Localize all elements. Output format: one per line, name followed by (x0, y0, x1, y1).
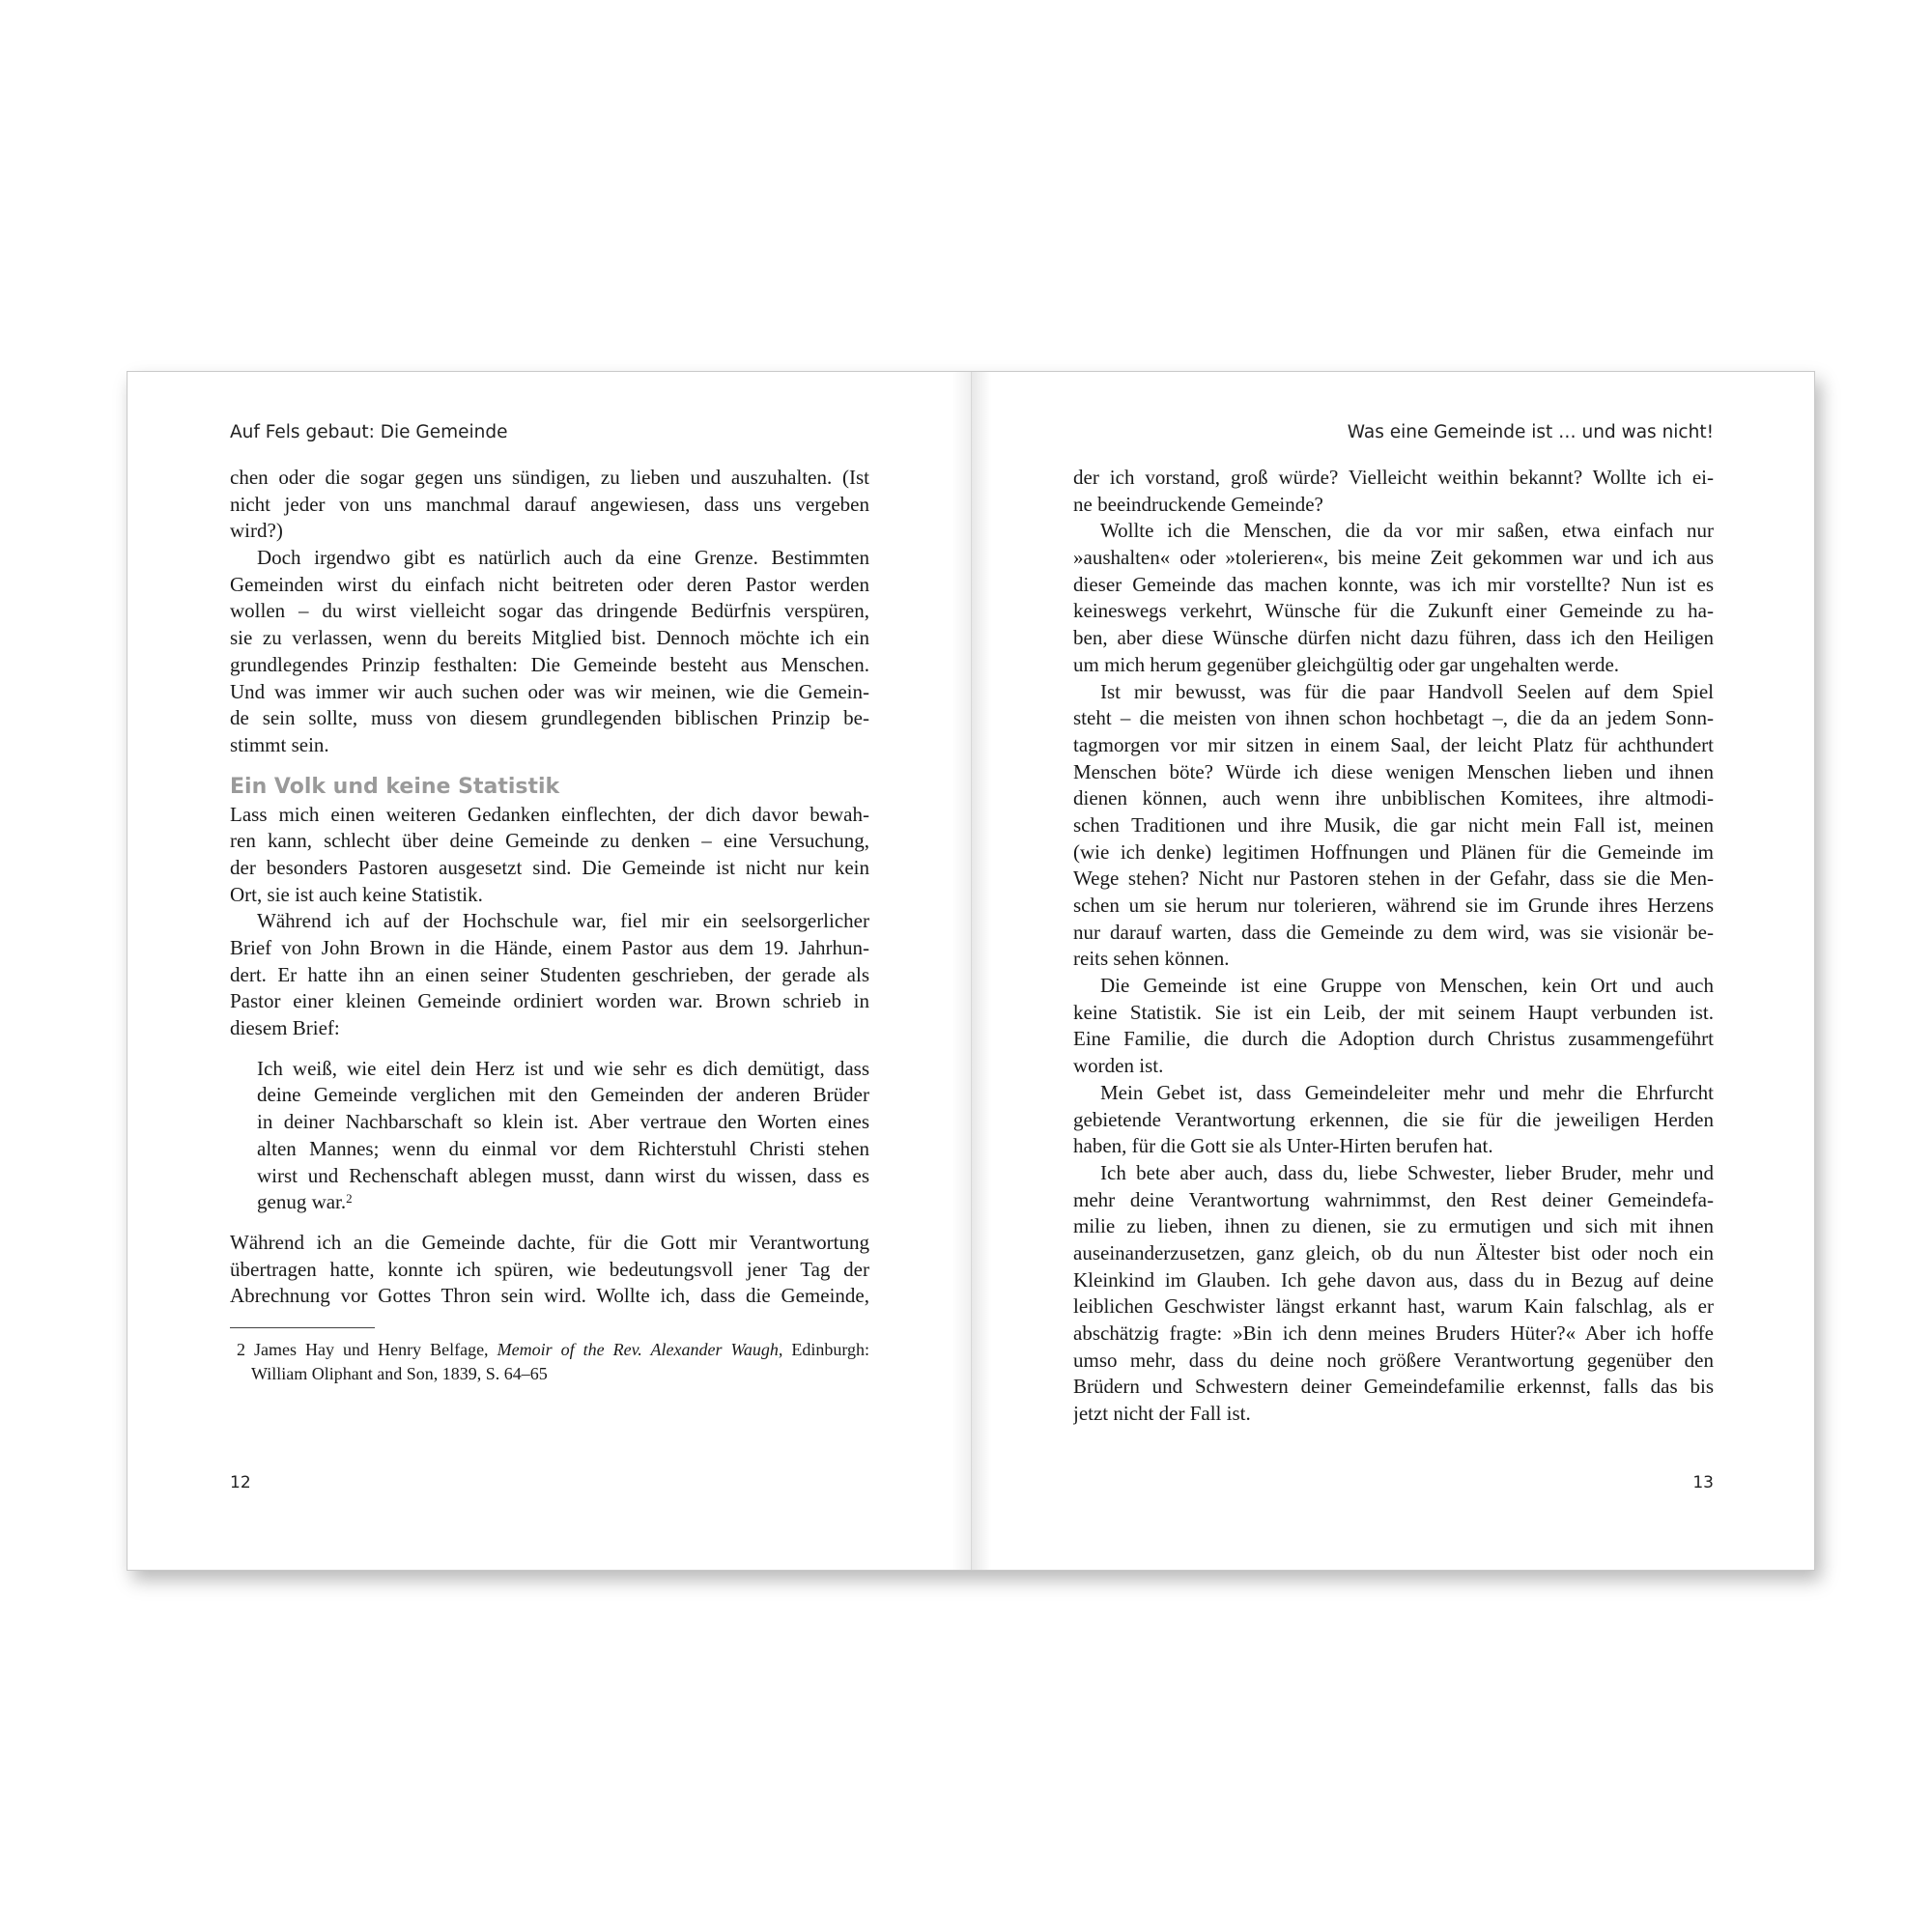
page-number: 13 (1692, 1473, 1714, 1492)
text-line: auseinanderzusetzen, ganz gleich, ob du nun Ältester bist oder noch ein (1073, 1240, 1714, 1264)
text-line: keineswegs verkehrt, Wünsche für die Zukunft einer Gemeinde zu ha- (1073, 599, 1714, 623)
section-heading: Ein Volk und keine Statistik (230, 774, 560, 799)
text-line: Während ich an die Gemeinde dachte, für die Gott mir Verantwortung (230, 1230, 869, 1254)
text-line: Während ich auf der Hochschule war, fiel mir ein seelsorgerlicher (257, 909, 869, 933)
text-line: Ort, sie ist auch keine Statistik. (230, 882, 483, 906)
footnote-title: Memoir of the Rev. Alexander Waugh, (497, 1339, 783, 1359)
text-line: Wege stehen? Nicht nur Pastoren stehen in der Gefahr, dass sie die Men- (1073, 867, 1714, 891)
page-number: 12 (230, 1473, 251, 1492)
text-line: de sein sollte, muss von diesem grundlegenden biblischen Prinzip be- (230, 706, 869, 730)
text-line: diesem Brief: (230, 1016, 340, 1040)
text-line: Ich bete aber auch, dass du, liebe Schwester, lieber Bruder, mehr und (1100, 1160, 1714, 1184)
text-line: steht – die meisten von ihnen schon hochbetagt –, die da an jedem Sonn- (1073, 706, 1714, 730)
quote-line: wirst und Rechenschaft ablegen musst, dann wirst du wissen, dass es (257, 1163, 869, 1187)
text-line: gebietende Verantwortung erkennen, die sie für die jeweiligen Herden (1073, 1107, 1714, 1131)
text-line: Eine Familie, die durch die Adoption durch Christus zusammengeführt (1073, 1027, 1714, 1051)
quote-line: alten Mannes; wenn du einmal vor dem Richterstuhl Christi stehen (257, 1136, 869, 1160)
quote-line (230, 1189, 869, 1216)
text-line: Die Gemeinde ist eine Gruppe von Menschen, kein Ort und auch (1100, 974, 1714, 998)
quote-line: Ich weiß, wie eitel dein Herz ist und wie sehr es dich demütigt, dass (257, 1056, 869, 1080)
text-line: Brief von John Brown in die Hände, einem Pastor aus dem 19. Jahrhun- (230, 936, 869, 959)
book-spread (127, 371, 1815, 1571)
text-line: Menschen böte? Würde ich diese wenigen Menschen lieben und ihnen (1073, 759, 1714, 783)
text-line: Brüdern und Schwestern deiner Gemeindefamilie erkennst, falls das bis (1073, 1375, 1714, 1399)
text-line: Lass mich einen weiteren Gedanken einflechten, der dich davor bewah- (230, 802, 869, 826)
footnote-authors: James Hay und Henry Belfage, (254, 1339, 489, 1359)
text-line: leiblichen Geschwister längst erkannt hast, warum Kain falschlag, als er (1073, 1294, 1714, 1319)
text-line: »aushalten« oder »tolerieren«, bis meine Zeit gekommen war und ich aus (1073, 546, 1714, 570)
text-line: ren kann, schlecht über deine Gemeinde zu denken – eine Versuchung, (230, 829, 869, 853)
running-head: Auf Fels gebaut: Die Gemeinde (230, 422, 508, 442)
text-line: Abrechnung vor Gottes Thron sein wird. Wollte ich, dass die Gemeinde, (230, 1284, 869, 1308)
left-page-text (230, 465, 869, 1386)
text-line: dienen können, auch wenn ihre unbiblischen Komitees, ihre altmodi- (1073, 786, 1714, 810)
text-line: grundlegendes Prinzip festhalten: Die Gemeinde besteht aus Menschen. (230, 652, 869, 676)
text-line: der ich vorstand, groß würde? Vielleicht weithin bekannt? Wollte ich ei- (1073, 466, 1714, 489)
left-page (128, 372, 971, 1570)
text-line: Pastor einer kleinen Gemeinde ordiniert worden war. Brown schrieb in (230, 989, 869, 1013)
text-line: schen um sie herum nur tolerieren, während sie im Grunde ihres Herzens (1073, 894, 1714, 917)
footnote-line: William Oliphant and Son, 1839, S. 64–65 (251, 1363, 548, 1383)
text-line: Kleinkind im Glauben. Ich gehe davon aus, dass du in Bezug auf deine (1073, 1267, 1714, 1292)
text-line: worden ist. (1073, 1054, 1164, 1078)
footnote-line (230, 1338, 869, 1362)
footnote (230, 1338, 869, 1386)
text-line: schen Traditionen und ihre Musik, die gar nicht mein Fall ist, meinen (1073, 812, 1714, 837)
gutter-shadow (971, 372, 991, 1570)
text-line: übertragen hatte, konnte ich spüren, wie bedeutungsvoll jener Tag der (230, 1257, 869, 1281)
text-line: ne beeindruckende Gemeinde? (1073, 492, 1323, 516)
text-line: nicht jeder von uns manchmal darauf angewiesen, dass uns vergeben (230, 492, 869, 516)
text-line: wollen – du wirst vielleicht sogar das dringende Bedürfnis verspüren, (230, 599, 869, 623)
text-line: mehr deine Verantwortung wahrnimmst, den Rest deiner Gemeindefa- (1073, 1187, 1714, 1211)
text-line: dert. Er hatte ihn an einen seiner Studenten geschrieben, der gerade als (230, 962, 869, 986)
text-line: Doch irgendwo gibt es natürlich auch da eine Grenze. Bestimmten (257, 546, 869, 570)
quote-line: deine Gemeinde verglichen mit den Gemeinden der anderen Brüder (257, 1083, 869, 1107)
text-line: Mein Gebet ist, dass Gemeindeleiter mehr und mehr die Ehrfurcht (1100, 1080, 1714, 1104)
text-line: Wollte ich die Menschen, die da vor mir saßen, etwa einfach nur (1100, 519, 1714, 543)
text-line: der besonders Pastoren ausgesetzt sind. Die Gemeinde ist nicht nur kein (230, 855, 869, 879)
running-head: Was eine Gemeinde ist … und was nicht! (1347, 422, 1714, 442)
text-line: keine Statistik. Sie ist ein Leib, der mit seinem Haupt verbunden ist. (1073, 1000, 1714, 1024)
text-line: reits sehen können. (1073, 947, 1230, 971)
quote-line: in deiner Nachbarschaft so klein ist. Aber vertraue den Worten eines (257, 1110, 869, 1134)
footnote-number: 2 (237, 1339, 245, 1359)
right-page-text (1073, 465, 1714, 1428)
footnote-place: Edinburgh: (791, 1339, 870, 1359)
text-line: nur darauf warten, dass die Gemeinde zu dem wird, was sie visionär be- (1073, 920, 1714, 944)
text-line: Und was immer wir auch suchen oder was wir meinen, wie die Gemein- (230, 679, 869, 703)
text-line: um mich herum gegenüber gleichgültig oder gar ungehalten werde. (1073, 652, 1620, 676)
block-quote (230, 1056, 869, 1216)
text-line: wird?) (230, 519, 283, 543)
text-line: ben, aber diese Wünsche dürfen nicht dazu führen, dass ich den Heiligen (1073, 626, 1714, 650)
text-line: dieser Gemeinde das machen konnte, was ich mir vorstellte? Nun ist es (1073, 572, 1714, 596)
quote-line-text: genug war. (257, 1190, 347, 1214)
text-line: abschätzig fragte: »Bin ich denn meines Bruders Hüter?« Aber ich hoffe (1073, 1321, 1714, 1345)
text-line: haben, für die Gott sie als Unter-Hirten berufen hat. (1073, 1134, 1493, 1158)
text-line: milie zu lieben, ihnen zu dienen, sie zu ermutigen und sich mit ihnen (1073, 1214, 1714, 1238)
text-line: Ist mir bewusst, was für die paar Handvoll Seelen auf dem Spiel (1100, 679, 1714, 703)
right-page (971, 372, 1814, 1570)
text-line: umso mehr, dass du deine noch größere Verantwortung gegenüber den (1073, 1348, 1714, 1372)
text-line: (wie ich denke) legitimen Hoffnungen und Plänen für die Gemeinde im (1073, 839, 1714, 864)
text-line: Gemeinden wirst du einfach nicht beitreten oder deren Pastor werden (230, 572, 869, 596)
footnote-mark[interactable]: 2 (346, 1191, 353, 1207)
text-line: tagmorgen vor mir sitzen in einem Saal, der leicht Platz für achthundert (1073, 732, 1714, 756)
text-line: jetzt nicht der Fall ist. (1073, 1402, 1251, 1426)
text-line: chen oder die sogar gegen uns sündigen, zu lieben und auszuhalten. (Ist (230, 466, 869, 489)
text-line: sie zu verlassen, wenn du bereits Mitglied bist. Dennoch möchte ich ein (230, 626, 869, 650)
text-line: stimmt sein. (230, 732, 329, 756)
footnote-rule (230, 1327, 375, 1328)
gutter-shadow (952, 372, 971, 1570)
